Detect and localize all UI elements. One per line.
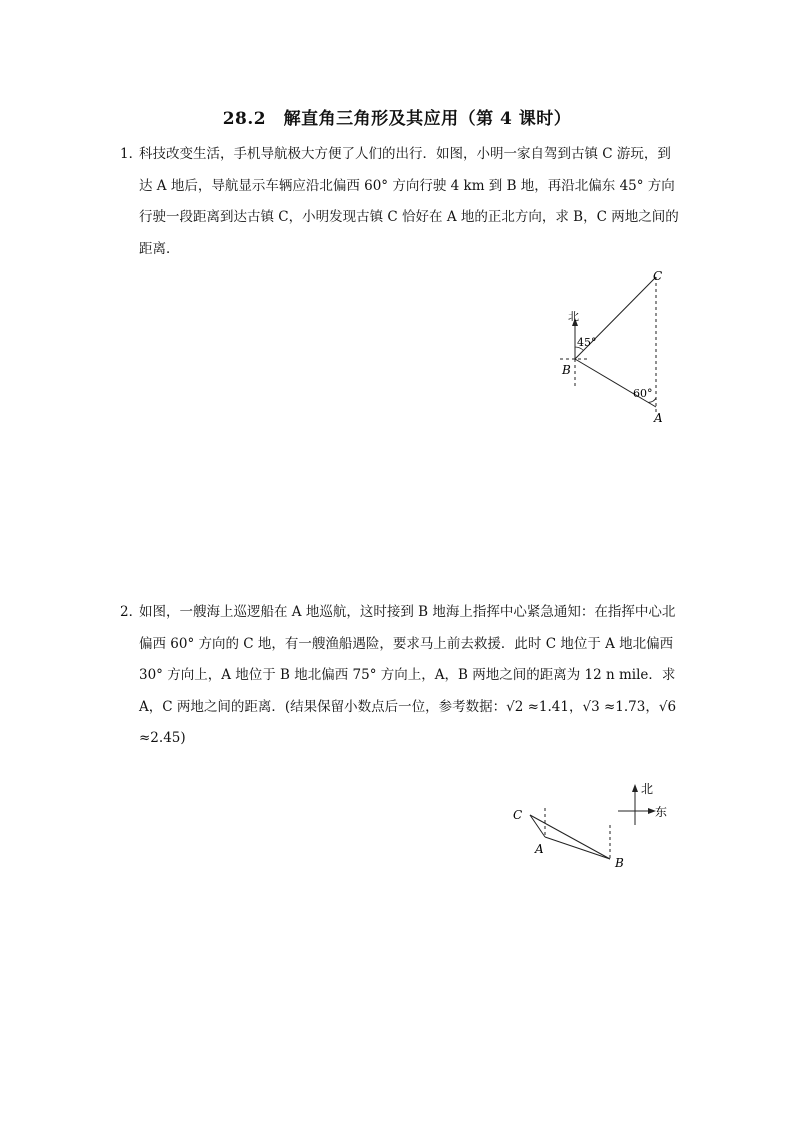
- segment-ca: [530, 815, 545, 837]
- point-label-a: A: [535, 842, 544, 856]
- compass-east-label: 东: [655, 805, 668, 819]
- angle-label-a: 60°: [633, 387, 653, 400]
- compass-north-label: 北: [641, 782, 654, 796]
- point-label-c: C: [653, 269, 663, 283]
- question-text: 科技改变生活，手机导航极大方便了人们的出行．如图，小明一家自驾到古镇 C 游玩，到达 A 地后，导航显示车辆应沿北偏西 60° 方向行驶 4 km 到 B 地，再沿北偏东 45° 方向行驶一段距离到达古镇 C，小明发现古镇 C 恰好在 A 地的正北方向，求 B，C 两地之间的距离．: [139, 146, 679, 257]
- page-title: 28.2 解直角三角形及其应用（第 4 课时）: [222, 109, 572, 129]
- question-number: 2．: [120, 604, 143, 620]
- point-label-c: C: [513, 808, 523, 822]
- question-2: [120, 597, 680, 755]
- point-label-b: B: [562, 363, 571, 377]
- question-text: 如图，一艘海上巡逻船在 A 地巡航，这时接到 B 地海上指挥中心紧急通知：在指挥中心北偏西 60° 方向的 C 地，有一艘渔船遇险，要求马上前去救援．此时 C 地位于 A 地北偏西 30° 方向上，A 地位于 B 地北偏西 75° 方向上，A，B 两地之间的距离为 12 n mile．求 A，C 两地之间的距离．(结果保留小数点后一位，参考数据：√2 ≈1.41，√3 ≈1.73，√6 ≈2.45): [139, 604, 677, 746]
- figure-2: [505, 775, 685, 875]
- angle-label-b: 45°: [577, 336, 597, 349]
- segment-ab: [545, 837, 610, 859]
- figure-1: [540, 262, 690, 432]
- question-number: 1．: [120, 146, 143, 162]
- north-label: 北: [568, 310, 579, 323]
- question-1: [120, 139, 680, 265]
- point-label-a: A: [654, 411, 663, 425]
- compass-north-icon: [632, 784, 638, 792]
- point-label-b: B: [615, 856, 624, 870]
